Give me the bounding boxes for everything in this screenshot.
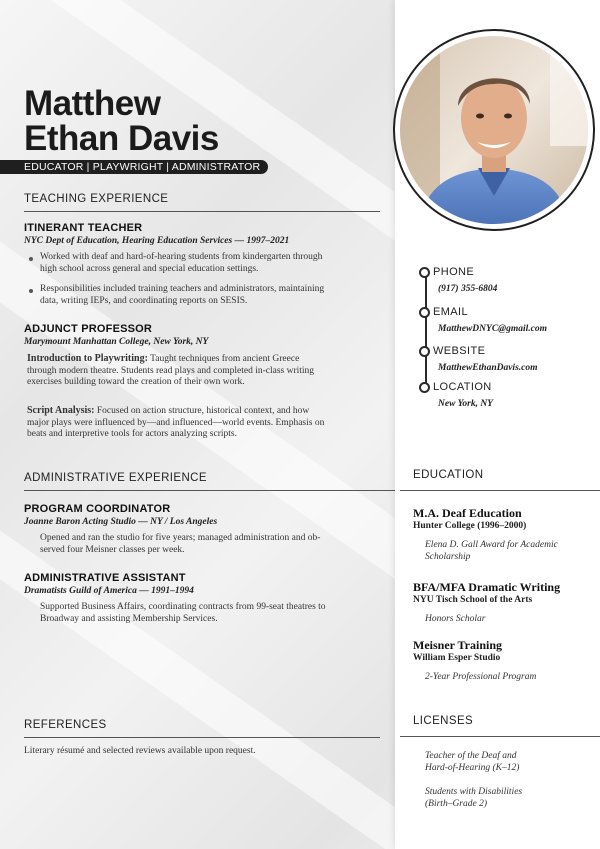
timeline-dot	[419, 307, 430, 318]
section-rule	[400, 490, 600, 491]
bullet-dot	[29, 289, 33, 293]
timeline-dot	[419, 267, 430, 278]
description-line: Broadway and assisting Membership Services.	[40, 613, 218, 624]
course-line: beats and interpretive tools for actors analyzing scripts.	[27, 429, 237, 439]
contact-email[interactable]: MatthewDNYC@gmail.com	[438, 324, 547, 334]
bullet-line: high school across general and special education settings.	[40, 263, 259, 274]
course-description	[27, 405, 387, 441]
edu-note: 2-Year Professional Program	[425, 672, 537, 682]
edu-school: NYU Tisch School of the Arts	[413, 595, 533, 605]
edu-note: Honors Scholar	[425, 614, 486, 624]
edu-degree: Meisner Training	[413, 638, 503, 652]
section-title-admin: ADMINISTRATIVE EXPERIENCE	[24, 472, 207, 484]
license-line: Teacher of the Deaf and	[425, 751, 517, 761]
edu-note-line: Scholarship	[425, 552, 471, 562]
license-item	[425, 786, 522, 810]
section-rule	[24, 737, 380, 738]
license-line: Students with Disabilities	[425, 787, 523, 797]
job-bullet	[40, 284, 390, 307]
section-rule	[24, 211, 380, 212]
name-last: Ethan Davis	[24, 119, 219, 158]
course-line: exercises building toward the creation of their own work.	[27, 377, 245, 387]
contact-location: New York, NY	[438, 399, 493, 409]
description-line: Opened and ran the studio for five years; managed administration and ob-	[40, 533, 321, 543]
portrait-illustration	[400, 36, 588, 224]
tagline: EDUCATOR | PLAYWRIGHT | ADMINISTRATOR	[24, 161, 261, 173]
bullet-line: Worked with deaf and hard-of-hearing students from kindergarten through	[40, 252, 323, 262]
bullet-dot	[29, 257, 33, 261]
contact-label-location: LOCATION	[433, 381, 492, 393]
course-description	[27, 353, 387, 389]
license-line: Hard-of-Hearing (K–12)	[425, 763, 520, 773]
job-title: ITINERANT TEACHER	[24, 222, 143, 234]
job-title: PROGRAM COORDINATOR	[24, 503, 171, 515]
timeline-dot	[419, 346, 430, 357]
license-line: (Birth–Grade 2)	[425, 799, 488, 809]
edu-note-line: Elena D. Gall Award for Academic	[425, 540, 558, 550]
timeline-dot	[419, 382, 430, 393]
contact-label-phone: PHONE	[433, 266, 475, 278]
course-line: through modern theatre. Students read plays and completed in-class writing	[27, 365, 315, 376]
bullet-line: data, writing IEPs, and coordinating reports on SESIS.	[40, 295, 248, 306]
course-line: major plays were influenced by—and influenced—world events. Emphasis on	[27, 417, 325, 428]
course-name: Introduction to Playwriting:	[27, 353, 148, 364]
job-bullet	[40, 252, 390, 275]
job-title: ADJUNCT PROFESSOR	[24, 323, 153, 335]
job-org: Joanne Baron Acting Studio — NY / Los Angeles	[24, 517, 218, 527]
contact-timeline	[425, 272, 427, 390]
contact-label-website: WEBSITE	[433, 345, 486, 357]
section-title-references: REFERENCES	[24, 719, 107, 731]
section-title-licenses: LICENSES	[413, 715, 474, 727]
job-description	[40, 533, 390, 556]
license-item	[425, 750, 519, 774]
section-rule	[400, 736, 600, 737]
description-line: Supported Business Affairs, coordinating contracts from 99-seat theatres to	[40, 602, 326, 612]
job-org: Marymount Manhattan College, New York, NY	[24, 337, 209, 347]
bullet-line: Responsibilities included training teachers and administrators, maintaining	[40, 284, 325, 294]
course-line: Taught techniques from ancient Greece	[147, 354, 300, 364]
contact-website[interactable]: MatthewEthanDavis.com	[438, 363, 538, 373]
description-line: served four Meisner classes per week.	[40, 544, 185, 555]
edu-degree: BFA/MFA Dramatic Writing	[413, 580, 561, 594]
course-line: Focused on action structure, historical context, and how	[94, 406, 310, 416]
job-org: NYC Dept of Education, Hearing Education Services — 1997–2021	[24, 236, 290, 246]
edu-degree: M.A. Deaf Education	[413, 506, 522, 520]
contact-label-email: EMAIL	[433, 306, 469, 318]
edu-school: Hunter College (1996–2000)	[413, 521, 527, 531]
candidate-name	[24, 86, 384, 156]
edu-note	[425, 539, 558, 563]
job-title: ADMINISTRATIVE ASSISTANT	[24, 572, 186, 584]
references-text: Literary résumé and selected reviews available upon request.	[24, 746, 256, 756]
name-first: Matthew	[24, 84, 161, 123]
section-title-education: EDUCATION	[413, 469, 484, 481]
job-org: Dramatists Guild of America — 1991–1994	[24, 586, 194, 596]
job-description	[40, 602, 390, 625]
contact-phone[interactable]: (917) 355-6804	[438, 284, 498, 294]
section-title-teaching: TEACHING EXPERIENCE	[24, 193, 169, 205]
course-name: Script Analysis:	[27, 405, 95, 416]
section-rule	[24, 490, 395, 491]
edu-school: William Esper Studio	[413, 653, 501, 663]
profile-photo	[400, 36, 588, 224]
